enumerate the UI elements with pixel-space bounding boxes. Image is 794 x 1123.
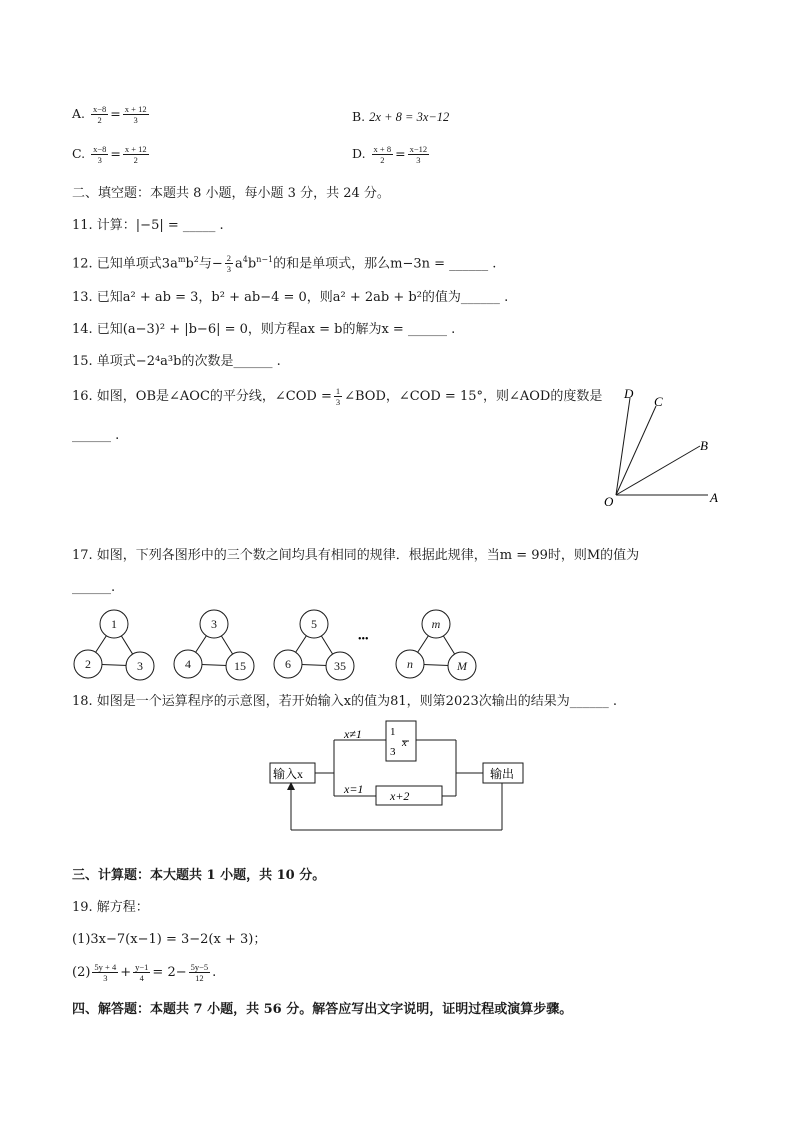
question-16-answer-line: ______ . — [72, 428, 120, 443]
label-b: B — [700, 438, 708, 453]
input-label: 输入x — [273, 767, 304, 781]
triangle-value-right: M — [457, 659, 467, 673]
option-d-lhs: $\frac{x + 8}{2}$ — [373, 144, 392, 165]
triangle-value-left: n — [407, 657, 413, 671]
angle-figure — [596, 382, 726, 510]
condition-not-one: x≠1 — [344, 727, 362, 741]
question-16: 16. 如图，OB是∠AOC的平分线，∠COD = $\frac{1}{3}$ ∠BOD，∠COD = 15°，则∠AOD的度数是 — [72, 386, 603, 407]
question-13: 13. 已知a² + ab = 3，b² + ab−4 = 0，则a² + 2ab + b²的值为______ . — [72, 290, 509, 305]
label-o: O — [604, 494, 614, 509]
box1-var: x — [402, 737, 407, 749]
triangle-value-top: 1 — [111, 617, 117, 631]
label-a: A — [710, 490, 718, 505]
box1-den: 3 — [390, 746, 396, 758]
option-d-label: D. — [352, 146, 366, 161]
question-19-part-1: (1)3x−7(x−1) = 3−2(x + 3)； — [72, 932, 267, 947]
triangle-value-top: 3 — [211, 617, 217, 631]
ray-ob — [616, 446, 700, 495]
box2-expr: x+2 — [390, 789, 410, 803]
section-2-heading: 二、填空题：本题共 8 小题，每小题 3 分，共 24 分。 — [72, 186, 390, 201]
box1-num: 1 — [390, 726, 396, 738]
question-15: 15. 单项式−2⁴a³b的次数是______ . — [72, 354, 281, 369]
option-a-rhs: $\frac{x + 12}{3}$ — [124, 104, 147, 125]
triangle-value-right: 15 — [234, 659, 246, 673]
option-d: D. $\frac{x + 8}{2}$ = $\frac{x-12}{3}$ — [352, 144, 428, 165]
option-a-lhs: $\frac{x-8}{2}$ — [93, 104, 107, 125]
label-d: D — [624, 386, 634, 401]
triangle-value-right: 35 — [334, 659, 346, 673]
label-c: C — [654, 394, 663, 409]
question-19-title: 19. 解方程： — [72, 900, 149, 915]
question-14: 14. 已知(a−3)² + |b−6| = 0，则方程ax = b的解为x = ______ . — [72, 322, 456, 337]
section-4-heading: 四、解答题：本题共 7 小题，共 56 分。解答应写出文字说明，证明过程或演算步骤。 — [72, 1002, 573, 1017]
triangle-value-left: 6 — [285, 657, 291, 671]
condition-one: x=1 — [344, 782, 364, 796]
option-c-label: C. — [72, 146, 86, 161]
flowchart — [266, 718, 528, 834]
question-17: 17. 如图，下列各图形中的三个数之间均具有相同的规律．根据此规律，当m = 99时，则M的值为 — [72, 548, 640, 563]
option-a-label: A. — [72, 106, 86, 121]
output-label: 输出 — [490, 767, 515, 781]
triangle-value-right: 3 — [137, 659, 143, 673]
question-18: 18. 如图是一个运算程序的示意图，若开始输入x的值为81，则第2023次输出的结果为______ . — [72, 694, 618, 709]
question-11: 11. 计算：|−5| = _____ . — [72, 218, 224, 233]
option-a: A. $\frac{x-8}{2}$ = $\frac{x + 12}{3}$ — [72, 104, 147, 125]
triangle-patterns — [66, 604, 486, 686]
option-b — [352, 109, 449, 125]
option-b-label: B. — [352, 109, 366, 124]
pattern-ellipsis: ••• — [358, 634, 369, 645]
triangle-value-top: 5 — [311, 617, 317, 631]
option-b-text: 2x + 8 = 3x−12 — [369, 110, 450, 124]
option-c-rhs: $\frac{x + 12}{2}$ — [124, 144, 147, 165]
question-19-part-2: (2) $\frac{5y + 4}{3}$ + $\frac{y-1}{4}$ = 2− $\frac{5y-5}{12}$ . — [72, 962, 217, 983]
option-d-rhs: $\frac{x-12}{3}$ — [409, 144, 428, 165]
option-c: C. $\frac{x-8}{3}$ = $\frac{x + 12}{2}$ — [72, 144, 147, 165]
triangle-value-left: 2 — [85, 657, 91, 671]
question-17-answer-line: ______. — [72, 580, 116, 595]
question-12: 12. 已知单项式$3a^mb^2$与− $\frac{2}{3}$ $a^4b^{n-1}$的和是单项式，那么m−3n = ______ . — [72, 253, 497, 275]
section-3-heading: 三、计算题：本大题共 1 小题，共 10 分。 — [72, 868, 326, 883]
option-c-lhs: $\frac{x-8}{3}$ — [93, 144, 107, 165]
triangle-value-left: 4 — [185, 657, 191, 671]
triangle-value-top: m — [431, 617, 441, 631]
